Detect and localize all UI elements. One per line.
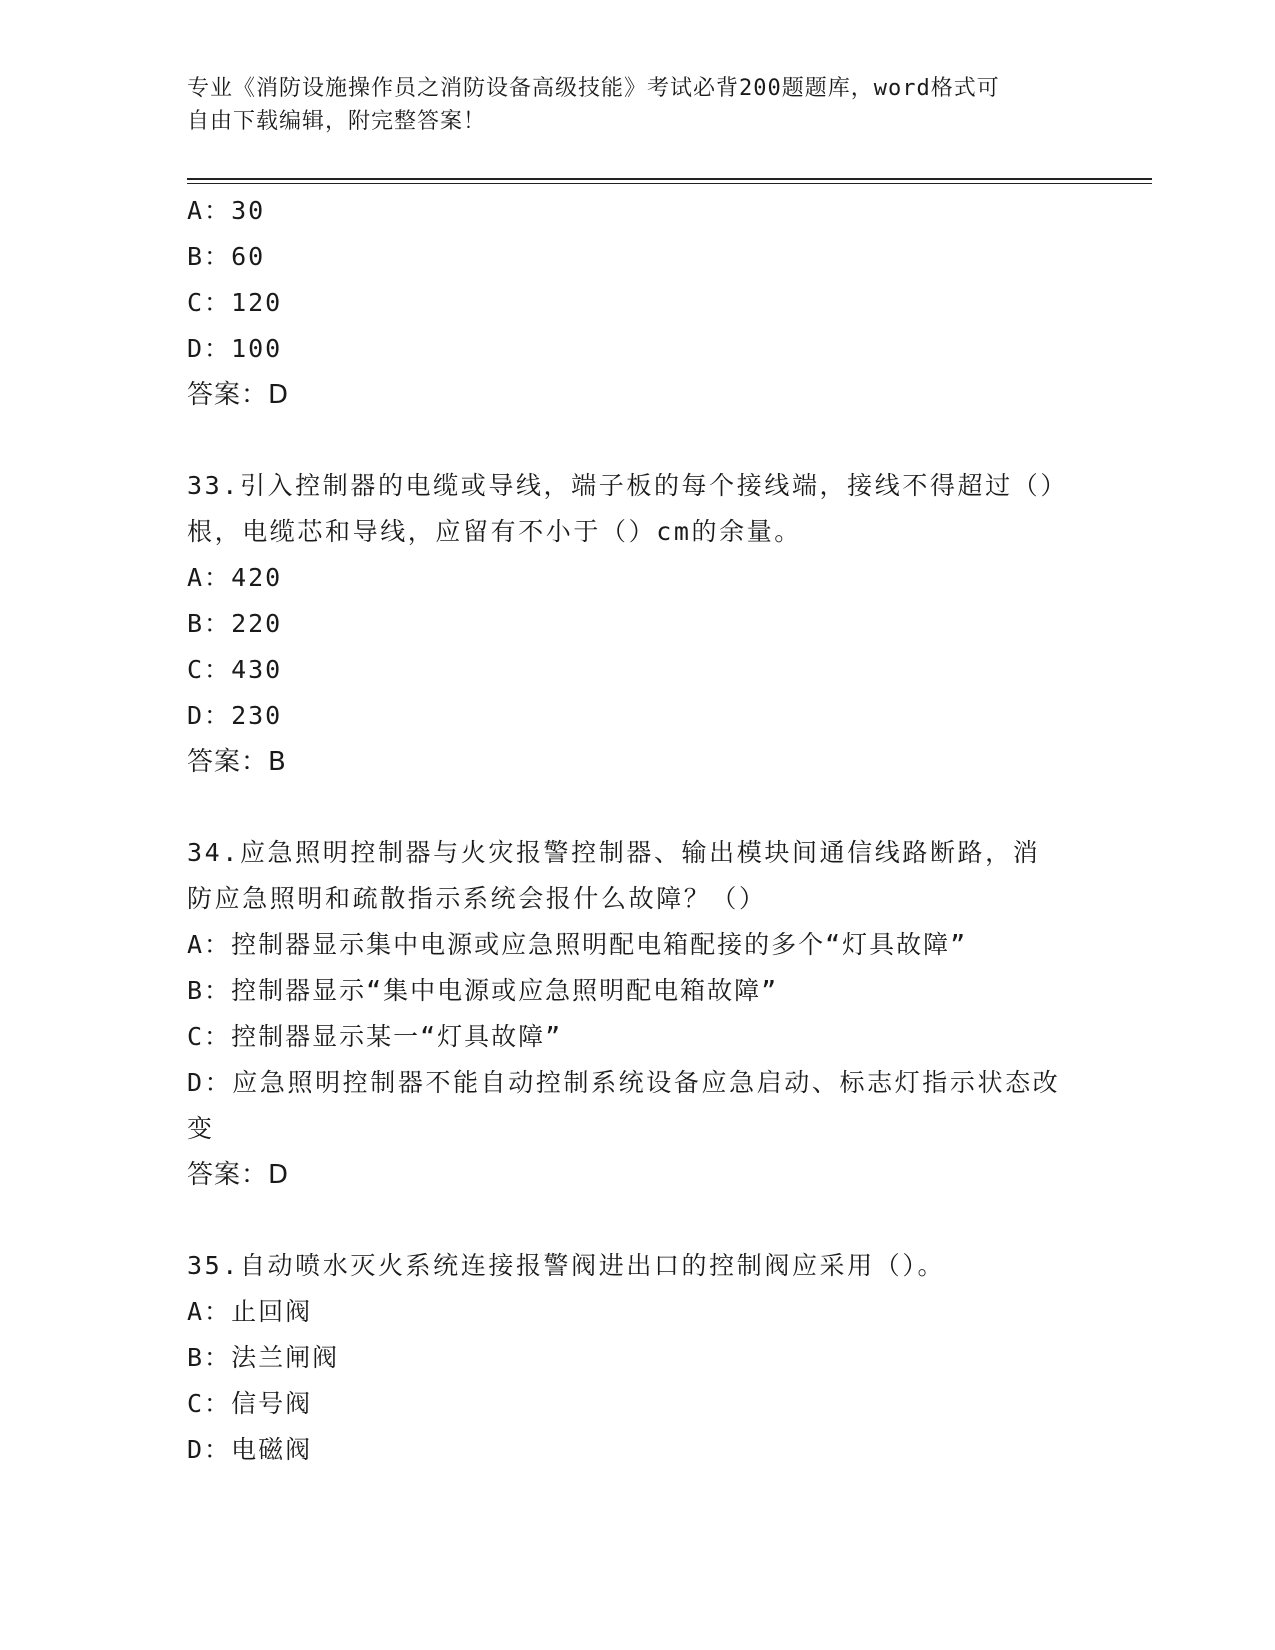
option-c: C：信号阀 xyxy=(187,1389,313,1418)
spacer xyxy=(187,418,1087,463)
question-35 xyxy=(187,1243,1087,1473)
option-c: C：控制器显示某一“灯具故障” xyxy=(187,1022,563,1051)
option-a: A：420 xyxy=(187,563,283,592)
option-b: B：60 xyxy=(187,242,266,271)
answer: 答案：D xyxy=(187,1160,290,1190)
spacer xyxy=(187,785,1087,830)
header-rule-thick xyxy=(187,178,1152,180)
header-line-2: 自由下载编辑，附完整答案！ xyxy=(187,109,487,134)
question-list xyxy=(187,188,1087,1473)
spacer xyxy=(187,1198,1087,1243)
question-text: 34.应急照明控制器与火灾报警控制器、输出模块间通信线路断路，消防应急照明和疏散指示系统会报什么故障？（） xyxy=(187,838,1041,913)
header-rule-thin xyxy=(187,183,1152,184)
question-33 xyxy=(187,463,1087,785)
option-d: D：应急照明控制器不能自动控制系统设备应急启动、标志灯指示状态改变 xyxy=(187,1068,1061,1143)
option-c: C：120 xyxy=(187,288,283,317)
option-d: D：电磁阀 xyxy=(187,1435,313,1464)
option-d: D：230 xyxy=(187,701,283,730)
option-c: C：430 xyxy=(187,655,283,684)
document-header xyxy=(187,72,1067,138)
question-text: 33.引入控制器的电缆或导线，端子板的每个接线端，接线不得超过（）根，电缆芯和导线，应留有不小于（）cm的余量。 xyxy=(187,471,1056,546)
option-d: D：100 xyxy=(187,334,283,363)
question-34 xyxy=(187,830,1087,1198)
question-text: 35.自动喷水灭火系统连接报警阀进出口的控制阀应采用（）。 xyxy=(187,1251,946,1280)
answer: 答案：B xyxy=(187,747,287,777)
option-b: B：法兰闸阀 xyxy=(187,1343,340,1372)
option-b: B：控制器显示“集中电源或应急照明配电箱故障” xyxy=(187,976,779,1005)
answer: 答案：D xyxy=(187,380,290,410)
option-b: B：220 xyxy=(187,609,283,638)
option-a: A：止回阀 xyxy=(187,1297,313,1326)
question-32 xyxy=(187,188,1087,418)
header-line-1: 专业《消防设施操作员之消防设备高级技能》考试必背200题题库，word格式可 xyxy=(187,76,1000,101)
option-a: A：30 xyxy=(187,196,266,225)
option-a: A：控制器显示集中电源或应急照明配电箱配接的多个“灯具故障” xyxy=(187,930,968,959)
